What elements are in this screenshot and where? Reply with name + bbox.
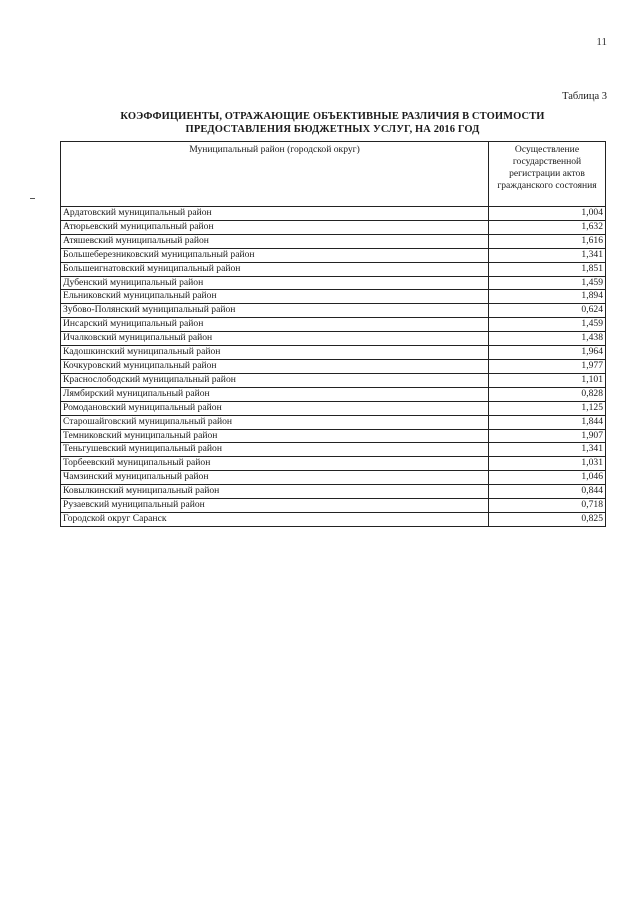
table-row xyxy=(61,262,606,276)
table-body xyxy=(61,207,606,527)
coefficient-value-cell: 0,718 xyxy=(489,499,606,513)
district-name-cell: Ромодановский муниципальный район xyxy=(61,401,489,415)
table-row xyxy=(61,276,606,290)
district-name-cell: Большеигнатовский муниципальный район xyxy=(61,262,489,276)
coefficient-value-cell: 1,031 xyxy=(489,457,606,471)
district-name-cell: Чамзинский муниципальный район xyxy=(61,471,489,485)
header-district: Муниципальный район (городской округ) xyxy=(61,142,489,207)
table-row xyxy=(61,207,606,221)
coefficient-value-cell: 1,459 xyxy=(489,318,606,332)
coefficient-value-cell: 1,632 xyxy=(489,220,606,234)
district-name-cell: Дубенский муниципальный район xyxy=(61,276,489,290)
coefficient-value-cell: 0,844 xyxy=(489,485,606,499)
table-row xyxy=(61,318,606,332)
district-name-cell: Инсарский муниципальный район xyxy=(61,318,489,332)
coefficient-value-cell: 0,624 xyxy=(489,304,606,318)
table-header-row xyxy=(61,142,606,207)
title-line-1: КОЭФФИЦИЕНТЫ, ОТРАЖАЮЩИЕ ОБЪЕКТИВНЫЕ РАЗЛИЧИЯ В СТОИМОСТИ xyxy=(120,111,545,122)
district-name-cell: Ардатовский муниципальный район xyxy=(61,207,489,221)
scan-mark xyxy=(30,198,35,199)
coefficient-value-cell: 1,844 xyxy=(489,415,606,429)
district-name-cell: Теньгушевский муниципальный район xyxy=(61,443,489,457)
table-row xyxy=(61,359,606,373)
coefficient-value-cell: 1,459 xyxy=(489,276,606,290)
table-row xyxy=(61,512,606,526)
district-name-cell: Краснослободский муниципальный район xyxy=(61,373,489,387)
coefficient-value-cell: 1,341 xyxy=(489,248,606,262)
table-row xyxy=(61,485,606,499)
district-name-cell: Зубово-Полянский муниципальный район xyxy=(61,304,489,318)
district-name-cell: Торбеевский муниципальный район xyxy=(61,457,489,471)
coefficient-value-cell: 1,964 xyxy=(489,346,606,360)
table-row xyxy=(61,471,606,485)
table-row xyxy=(61,373,606,387)
coefficient-value-cell: 1,046 xyxy=(489,471,606,485)
table-row xyxy=(61,290,606,304)
table-row xyxy=(61,429,606,443)
coefficient-value-cell: 1,004 xyxy=(489,207,606,221)
coefficient-value-cell: 1,851 xyxy=(489,262,606,276)
coefficient-value-cell: 1,977 xyxy=(489,359,606,373)
page-number: 11 xyxy=(596,36,607,48)
table-title xyxy=(60,110,605,136)
district-name-cell: Лямбирский муниципальный район xyxy=(61,387,489,401)
table-row xyxy=(61,401,606,415)
district-name-cell: Ковылкинский муниципальный район xyxy=(61,485,489,499)
coefficient-value-cell: 1,616 xyxy=(489,234,606,248)
table-row xyxy=(61,248,606,262)
table-row xyxy=(61,387,606,401)
table-row xyxy=(61,415,606,429)
coefficient-value-cell: 1,907 xyxy=(489,429,606,443)
district-name-cell: Старошайговский муниципальный район xyxy=(61,415,489,429)
district-name-cell: Рузаевский муниципальный район xyxy=(61,499,489,513)
coefficient-value-cell: 0,825 xyxy=(489,512,606,526)
coefficient-value-cell: 1,438 xyxy=(489,332,606,346)
header-service: Осуществление государственной регистрации актов гражданского состояния xyxy=(489,142,606,207)
coefficient-value-cell: 1,125 xyxy=(489,401,606,415)
coefficients-table xyxy=(60,141,606,527)
title-line-2: ПРЕДОСТАВЛЕНИЯ БЮДЖЕТНЫХ УСЛУГ, НА 2016 ГОД xyxy=(185,124,480,135)
table-row xyxy=(61,499,606,513)
coefficient-value-cell: 0,828 xyxy=(489,387,606,401)
table-row xyxy=(61,457,606,471)
district-name-cell: Ичалковский муниципальный район xyxy=(61,332,489,346)
table-row xyxy=(61,332,606,346)
district-name-cell: Ельниковский муниципальный район xyxy=(61,290,489,304)
table-row xyxy=(61,234,606,248)
district-name-cell: Кочкуровский муниципальный район xyxy=(61,359,489,373)
district-name-cell: Большеберезниковский муниципальный район xyxy=(61,248,489,262)
coefficient-value-cell: 1,894 xyxy=(489,290,606,304)
table-row xyxy=(61,346,606,360)
coefficient-value-cell: 1,101 xyxy=(489,373,606,387)
district-name-cell: Городской округ Саранск xyxy=(61,512,489,526)
coefficient-value-cell: 1,341 xyxy=(489,443,606,457)
table-row xyxy=(61,304,606,318)
district-name-cell: Темниковский муниципальный район xyxy=(61,429,489,443)
district-name-cell: Атюрьевский муниципальный район xyxy=(61,220,489,234)
table-row xyxy=(61,443,606,457)
district-name-cell: Атяшевский муниципальный район xyxy=(61,234,489,248)
table-label: Таблица 3 xyxy=(562,91,607,102)
table-row xyxy=(61,220,606,234)
district-name-cell: Кадошкинский муниципальный район xyxy=(61,346,489,360)
